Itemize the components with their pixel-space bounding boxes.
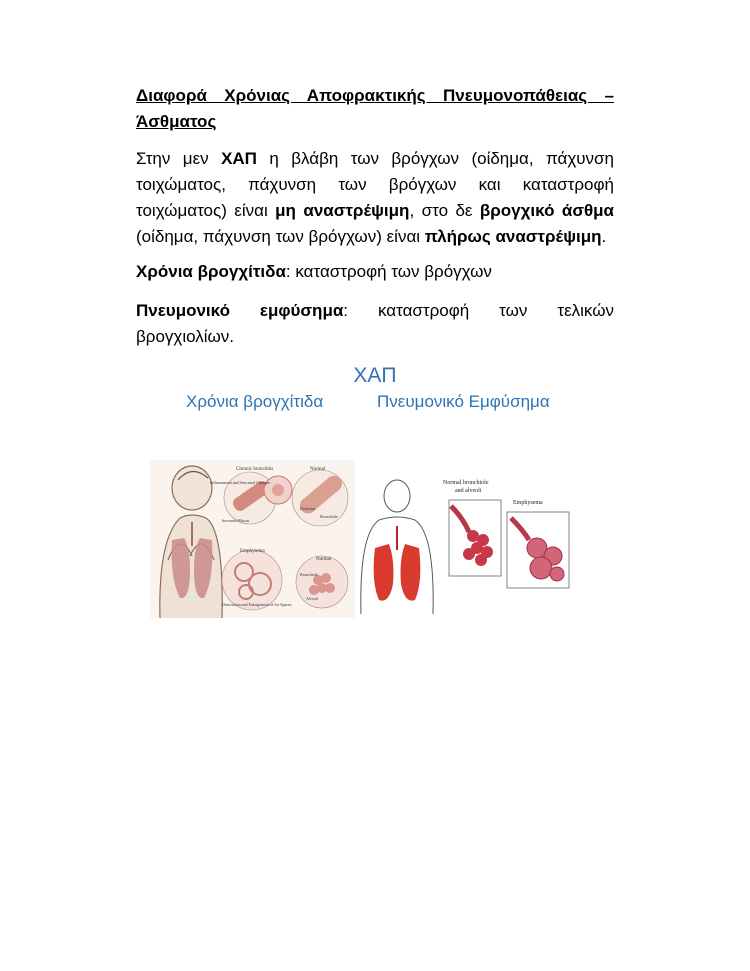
figure-title: ΧΑΠ — [353, 364, 397, 387]
definition-emphysema: : καταστροφή των τελικών βρογχιολίων. — [136, 301, 614, 346]
figure-subtitle-emphysema: Πνευμονικό Εμφύσημα — [377, 392, 550, 411]
p1-bold-copd: ΧΑΠ — [221, 149, 257, 168]
normal-alveoli-panel — [443, 480, 501, 576]
chronic-bronchitis-illustration — [150, 460, 355, 618]
p1-bold-asthma: βρογχικό άσθμα — [479, 201, 614, 220]
paragraph-copd-vs-asthma — [136, 146, 614, 250]
label-increased-mucus: Increased Mucus — [222, 518, 250, 523]
label-normal-top: Normal — [310, 467, 326, 472]
lungs-red-icon — [374, 526, 421, 601]
p1-bold-irreversible: μη αναστρέψιμη — [275, 201, 410, 220]
term-chronic-bronchitis: Χρόνια βρογχίτιδα — [136, 262, 286, 281]
label-chronic-bronchitis: Chronic bronchitis — [236, 467, 274, 472]
emphysema-alveoli-panel — [507, 500, 569, 588]
emphysema-illustration — [357, 474, 575, 614]
document-title: Διαφορά Χρόνιας Αποφρακτικής Πνευμονοπάθειας – Άσθματος — [136, 86, 614, 131]
p1-text-5: . — [601, 227, 607, 246]
label-normal-bottom: Normal — [316, 557, 332, 562]
label-bronchus: Bronchus — [300, 506, 316, 511]
paragraph-emphysema — [136, 298, 614, 350]
label-emphysema-right: Emphysema — [513, 500, 543, 506]
p1-text-4: (οίδημα, πάχυνση των βρόγχων) είναι — [136, 227, 425, 246]
p1-text-2: η βλάβη των βρόγχων (οίδημα, πάχυνση τοιχώματος, πάχυνση των βρόγχων και καταστροφή τοιχώματος) είναι — [136, 149, 614, 220]
term-emphysema: Πνευμονικό εμφύσημα — [136, 301, 344, 320]
paragraph-chronic-bronchitis — [136, 259, 614, 285]
label-and-alveoli: and alveoli — [455, 488, 482, 494]
figure-subtitle-chronic-bronchitis: Χρόνια βρογχίτιδα — [186, 392, 324, 411]
p1-bold-reversible: πλήρως αναστρέψιμη — [424, 227, 602, 246]
p1-text-1: Στην μεν — [136, 149, 222, 168]
label-destruction: Destruction and Enlargement of Air Spaces — [222, 602, 292, 607]
label-normal-bronchiole: Normal bronchiole — [443, 480, 489, 486]
label-bronchiole-2: Bronchiole — [300, 572, 318, 577]
normal-alveoli-inset — [296, 556, 348, 608]
label-inflammation: Inflammation and Structural Changes — [210, 480, 271, 485]
p1-text-3: , στο δε — [409, 201, 480, 220]
label-bronchiole: Bronchiole — [320, 514, 338, 519]
label-alveoli: Alveoli — [306, 596, 318, 601]
label-emphysema: Emphysema — [240, 549, 265, 554]
definition-chronic-bronchitis: : καταστροφή των βρόγχων — [285, 262, 492, 281]
